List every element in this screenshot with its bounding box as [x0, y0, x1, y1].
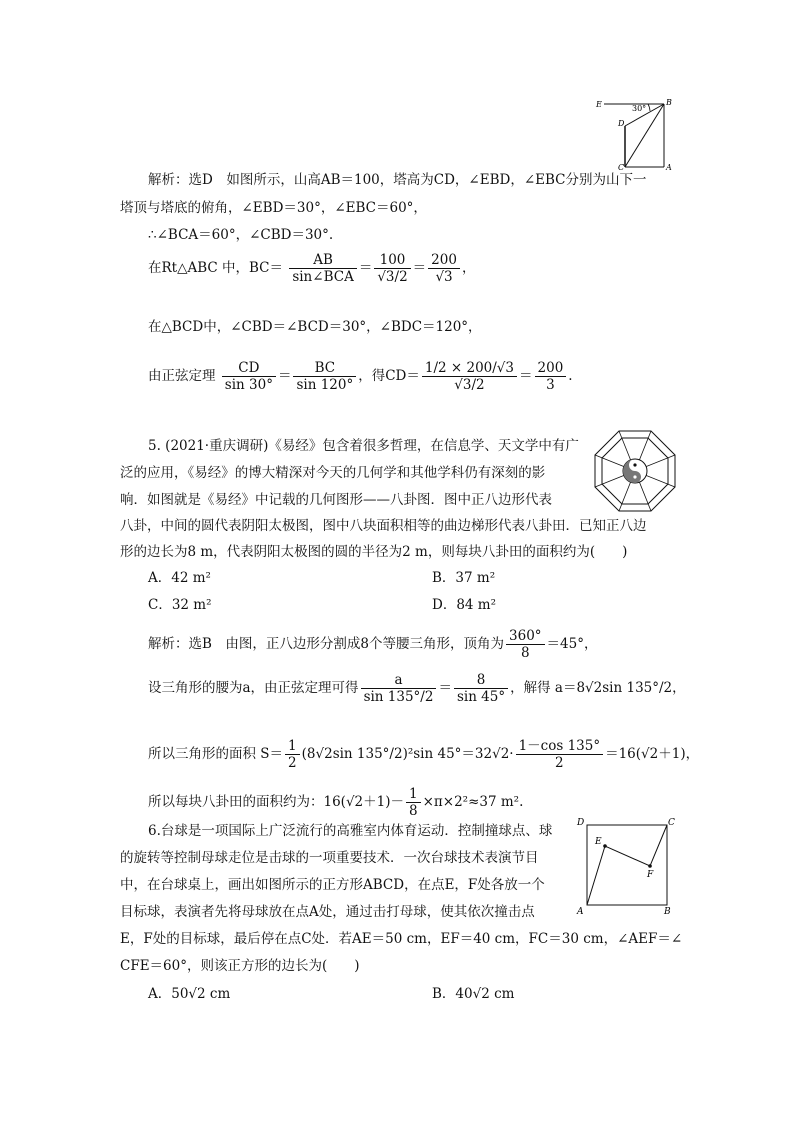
label-F: F — [647, 870, 654, 880]
frac-complex — [422, 360, 517, 393]
sol4-line4-text: 在Rt△ABC 中，BC＝ — [148, 260, 284, 276]
frac-den: sin 30° — [224, 377, 273, 393]
label-E: E — [595, 837, 602, 847]
frac-200-3 — [535, 360, 567, 393]
frac-den: sin∠BCA — [292, 269, 354, 285]
frac-num: 1－cos 135° — [516, 738, 604, 755]
frac-num: BC — [293, 360, 356, 377]
label-A: A — [577, 907, 584, 917]
frac-a — [361, 672, 437, 705]
frac-200 — [428, 252, 460, 285]
frac-den: sin 120° — [296, 377, 354, 393]
q6-option-b: B．40√2 cm — [432, 986, 515, 1002]
frac-cd — [222, 360, 276, 393]
sol5-line4-post: ×π×2²≈37 m². — [422, 794, 524, 810]
sol4-line6-mid: ，得CD＝ — [358, 368, 420, 384]
frac-num: 100 — [374, 252, 410, 269]
sol4-line6: 由正弦定理 $\frac{CD}{\sin 30^\circ}$ ＝ $\frac{BC}{\sin 120^\circ}$ ，得CD＝ $\frac{1/2 \times 200/√3}{√3/2}$ ＝ $\frac{200}{3}$ . — [148, 360, 573, 393]
frac-bc — [293, 360, 356, 393]
frac-den: 2 — [288, 755, 297, 771]
frac-den: √3 — [435, 269, 453, 285]
frac-den: 8 — [520, 645, 530, 661]
label-D: D — [577, 818, 585, 828]
frac-eighth — [406, 786, 421, 819]
frac-den: 8 — [409, 803, 418, 819]
frac-num: 200 — [428, 252, 460, 269]
frac-den: 2 — [555, 755, 564, 771]
q5-line3: 响．如图就是《易经》中记载的几何图形——八卦图．图中正八边形代表 — [120, 492, 552, 508]
sol5-line3 — [148, 738, 699, 771]
sol5-line1-post: ＝45°， — [546, 636, 598, 652]
sol5-line1-text: 解析：选B 由图，正八边形分割成8个等腰三角形，顶角为 — [148, 636, 505, 652]
label-C: C — [668, 818, 675, 828]
sol5-line3-text: 所以三角形的面积 S＝ — [148, 746, 284, 762]
frac-num: 8 — [454, 672, 508, 689]
sol5-line2-post: ，解得 a＝8√2sin 135°/2， — [510, 680, 686, 696]
frac-den: 3 — [546, 377, 555, 393]
frac-ab-sinbca — [289, 252, 357, 285]
sol5-line4-text: 所以每块八卦田的面积约为：16(√2＋1)－ — [148, 794, 404, 810]
frac-num: CD — [222, 360, 276, 377]
square-figure-svg — [575, 818, 675, 918]
q6-line1: 6.台球是一项国际上广泛流行的高雅室内体育运动．控制撞球点、球 — [148, 823, 553, 839]
frac-num: 1 — [285, 738, 300, 755]
label-B: B — [666, 98, 672, 107]
bagua-figure-svg — [592, 428, 678, 514]
frac-360-8 — [506, 628, 545, 661]
label-A: A — [666, 163, 672, 172]
frac-den: sin 45° — [456, 689, 506, 705]
q5-option-c: C．32 m² — [148, 597, 212, 613]
tower-figure — [592, 96, 682, 172]
frac-100 — [374, 252, 410, 285]
q5-option-d: D．84 m² — [432, 597, 497, 613]
q6-option-a: A．50√2 cm — [148, 986, 231, 1002]
frac-den: sin 135°/2 — [363, 689, 434, 705]
q6-line2: 的旋转等控制母球走位是击球的一项重要技术．一次台球技术表演节目 — [120, 850, 539, 866]
q5-line2: 泛的应用，《易经》的博大精深对今天的几何学和其他学科仍有深刻的影 — [120, 465, 546, 481]
sol5-line3-post: ＝16(√2＋1)， — [605, 746, 700, 762]
q5-option-a: A．42 m² — [148, 570, 211, 586]
sol4-line5: 在△BCD中，∠CBD＝∠BCD＝30°，∠BDC＝120°， — [148, 319, 482, 335]
frac-num: 1/2 × 200/√3 — [422, 360, 517, 377]
sol4-line4: 在Rt△ABC 中，BC＝ $\frac{AB}{\text{sin∠BCA}}$ ＝ $\frac{100}{√3/2}$ ＝ $\frac{200}{√3}$ ， — [148, 252, 476, 285]
frac-num: a — [361, 672, 437, 689]
frac-cos — [516, 738, 604, 771]
q5-option-b: B．37 m² — [432, 570, 496, 586]
sol5-line2: 设三角形的腰为a，由正弦定理可得 $\frac{a}{\sin 135^\circ/2}$ ＝ $\frac{8}{\sin 45^\circ}$ ，解得 a＝8√2sin 135°/2， — [148, 672, 686, 705]
sol4-line2: 塔顶与塔底的俯角，∠EBD＝30°，∠EBC＝60°， — [120, 200, 427, 216]
label-C: C — [618, 163, 625, 172]
sol4-line1: 解析：选D 如图所示，山高AB＝100，塔高为CD，∠EBD，∠EBC分别为山下一 — [148, 172, 647, 188]
sol5-line1 — [148, 628, 597, 661]
frac-num: AB — [289, 252, 357, 269]
sol5-line4 — [148, 786, 523, 819]
sol4-line3: ∴∠BCA＝60°，∠CBD＝30°. — [148, 227, 334, 243]
label-E: E — [596, 100, 602, 109]
q6-line5: E，F处的目标球，最后停在点C处．若AE＝50 cm，EF＝40 cm，FC＝30 cm，∠AEF＝∠ — [120, 931, 683, 947]
frac-den: √3/2 — [454, 377, 485, 393]
bagua-figure — [592, 428, 678, 514]
frac-num: 200 — [535, 360, 567, 377]
q5-line1: 5. (2021·重庆调研)《易经》包含着很多哲理，在信息学、天文学中有广 — [148, 438, 579, 454]
q5-line4: 八卦，中间的圆代表阴阳太极图，图中八块面积相等的曲边梯形代表八卦田．已知正八边 — [120, 518, 647, 534]
frac-num: 360° — [506, 628, 545, 645]
square-figure — [575, 818, 675, 918]
frac-8 — [454, 672, 508, 705]
sol5-line3-mid: (8√2sin 135°/2)²sin 45°＝32√2· — [301, 746, 514, 762]
label-D: D — [618, 119, 625, 128]
sol5-line2-text: 设三角形的腰为a，由正弦定理可得 — [148, 680, 359, 696]
sol4-line6-text: 由正弦定理 — [148, 368, 216, 384]
frac-half — [285, 738, 300, 771]
label-B: B — [664, 907, 671, 917]
q6-line3: 中，在台球桌上，画出如图所示的正方形ABCD，在点E，F处各放一个 — [120, 877, 545, 893]
q6-line4: 目标球，表演者先将母球放在点A处，通过击打母球，使其依次撞击点 — [120, 904, 535, 920]
frac-den: √3/2 — [377, 269, 408, 285]
q6-line6: CFE＝60°，则该正方形的边长为( ) — [120, 958, 360, 974]
tower-figure-svg — [592, 96, 682, 172]
frac-num: 1 — [406, 786, 421, 803]
label-angle: 30° — [632, 104, 647, 113]
q5-line5: 形的边长为8 m，代表阴阳太极图的圆的半径为2 m，则每块八卦田的面积约为( ) — [120, 544, 628, 560]
